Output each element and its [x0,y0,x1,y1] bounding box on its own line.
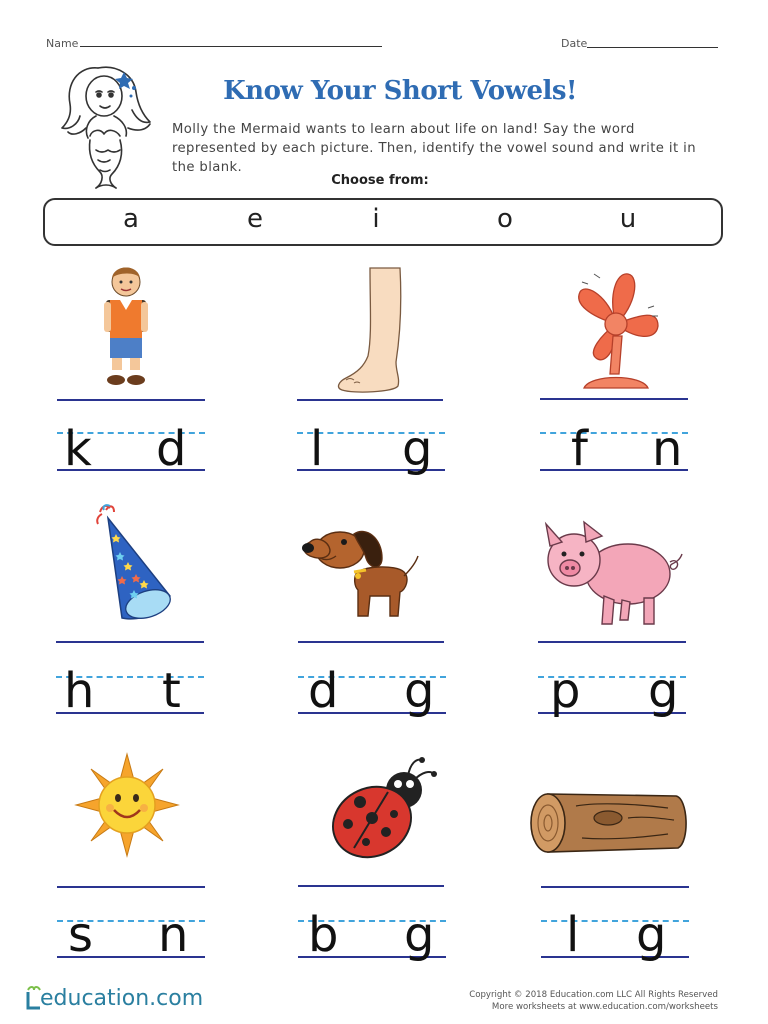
sun-picture [74,752,180,858]
first-letter: b [308,907,339,963]
page-title: Know Your Short Vowels! [223,76,577,106]
last-letter: g [636,907,667,963]
choose-from-label: Choose from: [331,173,429,188]
first-letter: s [68,907,94,963]
name-label: Name [46,37,79,50]
writing-midline [541,920,689,922]
first-letter: d [308,663,339,719]
first-letter: k [64,421,92,477]
vowel-choices-box [43,198,723,246]
answer-blank-line[interactable] [57,886,205,888]
leg-picture [334,266,414,396]
vowel-option-i: i [372,204,380,234]
pig-picture [540,516,690,628]
first-letter: f [571,421,588,477]
last-letter: n [652,421,683,477]
answer-blank-line[interactable] [297,399,443,401]
first-letter: p [550,663,581,719]
last-letter: g [404,663,435,719]
instructions-text: Molly the Mermaid wants to learn about life on land! Say the word represented by each picture. Then, identify the vowel sound and write it in the blank. [172,122,696,175]
answer-blank-line[interactable] [298,641,444,643]
last-letter: g [404,907,435,963]
answer-blank-line[interactable] [298,885,444,887]
date-field-line[interactable] [587,47,718,48]
answer-blank-line[interactable] [57,399,205,401]
date-label: Date [561,37,588,50]
last-letter: d [156,421,187,477]
education-logo-text: education.com [40,986,204,1011]
log-picture [528,788,692,856]
vowel-option-o: o [497,204,513,234]
first-letter: l [566,907,580,963]
first-letter: l [310,421,324,477]
last-letter: t [162,663,181,719]
kid-picture [96,262,156,390]
copyright-line: Copyright © 2018 Education.com LLC All Rights Reserved [469,990,718,1000]
answer-blank-line[interactable] [538,641,686,643]
writing-baseline [541,956,689,958]
vowel-option-e: e [247,204,263,234]
bug-picture [326,752,442,862]
hat-picture [92,504,176,622]
last-letter: n [158,907,189,963]
dog-picture [300,518,420,622]
name-field-line[interactable] [80,46,382,47]
mermaid-icon [58,58,162,192]
last-letter: g [648,663,679,719]
worksheets-link[interactable]: More worksheets at www.education.com/worksheets [491,1002,718,1012]
fan-picture [566,266,666,394]
vowel-option-u: u [619,204,637,234]
copyright-text [469,989,718,1013]
answer-blank-line[interactable] [56,641,204,643]
answer-blank-line[interactable] [541,886,689,888]
first-letter: h [64,663,95,719]
vowel-option-a: a [123,204,139,234]
answer-blank-line[interactable] [540,398,688,400]
last-letter: g [402,421,433,477]
